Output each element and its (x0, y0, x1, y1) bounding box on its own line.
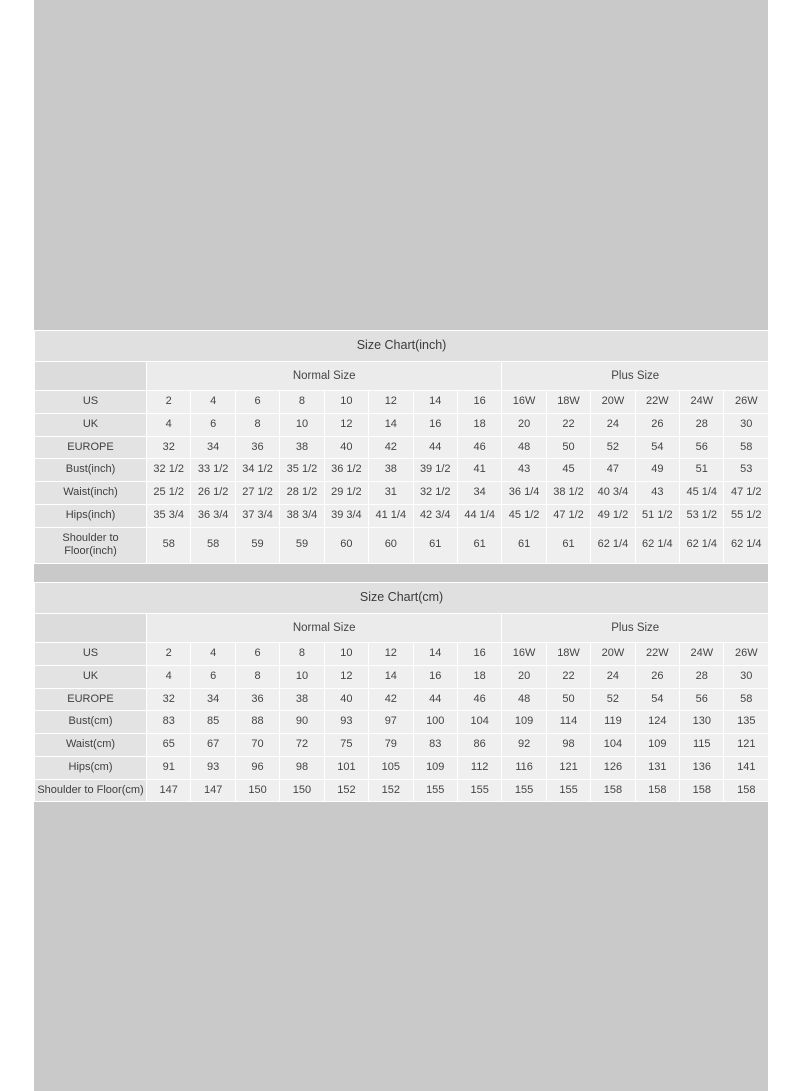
table-cell: 51 (680, 459, 724, 482)
table-cell: 152 (324, 779, 368, 802)
table-cell: 44 (413, 688, 457, 711)
table-cell: 38 1/2 (546, 482, 590, 505)
table-cell: 36 3/4 (191, 504, 235, 527)
table-cell: 47 (591, 459, 635, 482)
table-cell: 34 1/2 (235, 459, 279, 482)
table-cell: 18W (546, 391, 590, 414)
table-cell: 25 1/2 (147, 482, 191, 505)
table-cell: 16 (413, 665, 457, 688)
table-cell: 43 (635, 482, 679, 505)
table-cell: 8 (235, 413, 279, 436)
table-cell: 61 (413, 527, 457, 564)
table-cell: 60 (369, 527, 413, 564)
table-cell: 53 1/2 (680, 504, 724, 527)
table-row (35, 436, 769, 459)
table-cell: 70 (235, 734, 279, 757)
table-cell: 4 (147, 413, 191, 436)
table-cell: 36 1/4 (502, 482, 546, 505)
table-cell: 28 1/2 (280, 482, 324, 505)
table-cell: 39 3/4 (324, 504, 368, 527)
row-label: Shoulder to Floor(cm) (35, 779, 147, 802)
table-cell: 4 (191, 391, 235, 414)
table-cell: 58 (724, 436, 769, 459)
table-cell: 60 (324, 527, 368, 564)
group-header-cell: Normal Size (147, 361, 502, 390)
table-cell: 58 (147, 527, 191, 564)
table-cell: 135 (724, 711, 769, 734)
table-cell: 38 (369, 459, 413, 482)
table-cell: 56 (680, 436, 724, 459)
table-cell: 33 1/2 (191, 459, 235, 482)
table-cell: 41 (457, 459, 501, 482)
row-label: US (35, 643, 147, 666)
table-cell: 45 1/2 (502, 504, 546, 527)
table-cell: 50 (546, 688, 590, 711)
table-cell: 93 (324, 711, 368, 734)
table-cell: 38 3/4 (280, 504, 324, 527)
table-cell: 26 1/2 (191, 482, 235, 505)
table-cell: 8 (280, 643, 324, 666)
table-cell: 116 (502, 756, 546, 779)
table-cell: 24W (680, 643, 724, 666)
table-cell: 30 (724, 413, 769, 436)
table-cell: 38 (280, 436, 324, 459)
table-cell: 38 (280, 688, 324, 711)
table-cell: 46 (457, 436, 501, 459)
size-charts-container (34, 330, 768, 802)
table-cell: 14 (369, 665, 413, 688)
row-label: Hips(cm) (35, 756, 147, 779)
table-cell: 75 (324, 734, 368, 757)
table-cell: 47 1/2 (724, 482, 769, 505)
table-cell: 45 (546, 459, 590, 482)
table-cell: 58 (724, 688, 769, 711)
row-label: Hips(inch) (35, 504, 147, 527)
table-cell: 14 (413, 643, 457, 666)
table-cell: 20W (591, 643, 635, 666)
table-row (35, 688, 769, 711)
table-cell: 130 (680, 711, 724, 734)
table-cell: 97 (369, 711, 413, 734)
table-cell: 28 (680, 413, 724, 436)
table-cell: 6 (235, 391, 279, 414)
table-cell: 4 (147, 665, 191, 688)
table-cell: 155 (502, 779, 546, 802)
table-cell: 34 (191, 436, 235, 459)
table-cell: 98 (546, 734, 590, 757)
table-cell: 45 1/4 (680, 482, 724, 505)
table-cell: 20 (502, 665, 546, 688)
table-cell: 8 (280, 391, 324, 414)
table-cell: 121 (546, 756, 590, 779)
table-cell: 54 (635, 436, 679, 459)
row-label: Bust(cm) (35, 711, 147, 734)
table-cell: 100 (413, 711, 457, 734)
table-cell: 121 (724, 734, 769, 757)
table-cell: 59 (235, 527, 279, 564)
table-cell: 6 (191, 665, 235, 688)
size-chart-table (34, 582, 769, 802)
table-cell: 109 (413, 756, 457, 779)
table-cell: 41 1/4 (369, 504, 413, 527)
table-cell: 36 (235, 688, 279, 711)
table-row (35, 643, 769, 666)
table-cell: 31 (369, 482, 413, 505)
chart-group-row (35, 361, 769, 390)
table-cell: 18 (457, 413, 501, 436)
table-cell: 93 (191, 756, 235, 779)
table-cell: 8 (235, 665, 279, 688)
table-cell: 98 (280, 756, 324, 779)
table-cell: 158 (591, 779, 635, 802)
table-cell: 49 (635, 459, 679, 482)
table-cell: 18W (546, 643, 590, 666)
table-cell: 16W (502, 643, 546, 666)
chart-gap (34, 564, 768, 582)
table-cell: 27 1/2 (235, 482, 279, 505)
table-cell: 91 (147, 756, 191, 779)
table-cell: 12 (324, 413, 368, 436)
table-cell: 43 (502, 459, 546, 482)
table-cell: 49 1/2 (591, 504, 635, 527)
table-cell: 155 (413, 779, 457, 802)
table-cell: 16 (457, 643, 501, 666)
table-cell: 109 (635, 734, 679, 757)
table-cell: 115 (680, 734, 724, 757)
table-cell: 150 (280, 779, 324, 802)
table-cell: 62 1/4 (591, 527, 635, 564)
table-cell: 20 (502, 413, 546, 436)
row-label: Waist(inch) (35, 482, 147, 505)
table-cell: 26 (635, 413, 679, 436)
table-cell: 52 (591, 436, 635, 459)
table-cell: 32 1/2 (147, 459, 191, 482)
table-cell: 34 (457, 482, 501, 505)
table-cell: 39 1/2 (413, 459, 457, 482)
row-label: UK (35, 413, 147, 436)
table-cell: 52 (591, 688, 635, 711)
table-cell: 36 1/2 (324, 459, 368, 482)
table-cell: 53 (724, 459, 769, 482)
table-cell: 61 (546, 527, 590, 564)
table-cell: 158 (724, 779, 769, 802)
table-cell: 67 (191, 734, 235, 757)
table-cell: 79 (369, 734, 413, 757)
table-cell: 12 (324, 665, 368, 688)
row-label: UK (35, 665, 147, 688)
table-cell: 10 (280, 665, 324, 688)
table-cell: 112 (457, 756, 501, 779)
table-cell: 2 (147, 391, 191, 414)
table-cell: 88 (235, 711, 279, 734)
table-cell: 34 (191, 688, 235, 711)
table-cell: 42 (369, 688, 413, 711)
table-cell: 136 (680, 756, 724, 779)
table-cell: 158 (635, 779, 679, 802)
table-row (35, 756, 769, 779)
table-cell: 58 (191, 527, 235, 564)
table-cell: 32 (147, 688, 191, 711)
table-cell: 141 (724, 756, 769, 779)
table-cell: 155 (457, 779, 501, 802)
chart-title: Size Chart(cm) (35, 583, 769, 614)
table-row (35, 413, 769, 436)
table-cell: 56 (680, 688, 724, 711)
table-cell: 55 1/2 (724, 504, 769, 527)
table-cell: 61 (502, 527, 546, 564)
group-header-cell: Normal Size (147, 613, 502, 642)
table-cell: 22W (635, 391, 679, 414)
table-cell: 26W (724, 391, 769, 414)
table-cell: 158 (680, 779, 724, 802)
table-cell: 61 (457, 527, 501, 564)
table-cell: 10 (324, 391, 368, 414)
chart-title-row (35, 331, 769, 362)
table-cell: 147 (147, 779, 191, 802)
chart-title: Size Chart(inch) (35, 331, 769, 362)
table-cell: 2 (147, 643, 191, 666)
table-cell: 59 (280, 527, 324, 564)
table-cell: 6 (235, 643, 279, 666)
table-cell: 86 (457, 734, 501, 757)
table-cell: 62 1/4 (680, 527, 724, 564)
table-cell: 29 1/2 (324, 482, 368, 505)
table-cell: 42 (369, 436, 413, 459)
group-header-cell: Plus Size (502, 361, 769, 390)
table-cell: 62 1/4 (635, 527, 679, 564)
row-label: EUROPE (35, 688, 147, 711)
group-header-cell: Plus Size (502, 613, 769, 642)
row-label: Waist(cm) (35, 734, 147, 757)
table-cell: 22 (546, 413, 590, 436)
table-cell: 32 1/2 (413, 482, 457, 505)
table-row (35, 665, 769, 688)
row-label: US (35, 391, 147, 414)
table-row (35, 734, 769, 757)
table-cell: 10 (280, 413, 324, 436)
table-cell: 20W (591, 391, 635, 414)
table-cell: 147 (191, 779, 235, 802)
table-cell: 40 3/4 (591, 482, 635, 505)
table-cell: 44 1/4 (457, 504, 501, 527)
table-cell: 114 (546, 711, 590, 734)
group-corner-cell (35, 361, 147, 390)
table-cell: 155 (546, 779, 590, 802)
table-row (35, 504, 769, 527)
table-cell: 35 1/2 (280, 459, 324, 482)
table-cell: 83 (413, 734, 457, 757)
table-cell: 40 (324, 436, 368, 459)
table-cell: 22W (635, 643, 679, 666)
table-cell: 65 (147, 734, 191, 757)
row-label: Shoulder to Floor(inch) (35, 527, 147, 564)
table-cell: 85 (191, 711, 235, 734)
table-cell: 104 (591, 734, 635, 757)
row-label: Bust(inch) (35, 459, 147, 482)
table-cell: 40 (324, 688, 368, 711)
table-cell: 131 (635, 756, 679, 779)
table-cell: 96 (235, 756, 279, 779)
table-cell: 105 (369, 756, 413, 779)
group-corner-cell (35, 613, 147, 642)
table-cell: 62 1/4 (724, 527, 769, 564)
chart-title-row (35, 583, 769, 614)
table-cell: 37 3/4 (235, 504, 279, 527)
table-row (35, 527, 769, 564)
table-cell: 28 (680, 665, 724, 688)
table-cell: 26W (724, 643, 769, 666)
table-cell: 6 (191, 413, 235, 436)
table-row (35, 459, 769, 482)
table-cell: 12 (369, 643, 413, 666)
table-cell: 16 (413, 413, 457, 436)
table-cell: 16W (502, 391, 546, 414)
table-cell: 36 (235, 436, 279, 459)
table-cell: 104 (457, 711, 501, 734)
table-cell: 14 (413, 391, 457, 414)
table-cell: 124 (635, 711, 679, 734)
table-cell: 16 (457, 391, 501, 414)
table-cell: 150 (235, 779, 279, 802)
table-cell: 14 (369, 413, 413, 436)
table-cell: 51 1/2 (635, 504, 679, 527)
row-label: EUROPE (35, 436, 147, 459)
table-cell: 30 (724, 665, 769, 688)
table-cell: 126 (591, 756, 635, 779)
table-cell: 152 (369, 779, 413, 802)
table-cell: 18 (457, 665, 501, 688)
table-cell: 26 (635, 665, 679, 688)
chart-group-row (35, 613, 769, 642)
table-cell: 54 (635, 688, 679, 711)
table-cell: 83 (147, 711, 191, 734)
table-cell: 47 1/2 (546, 504, 590, 527)
table-cell: 44 (413, 436, 457, 459)
table-cell: 32 (147, 436, 191, 459)
size-chart-table (34, 330, 769, 564)
table-cell: 92 (502, 734, 546, 757)
table-cell: 24 (591, 665, 635, 688)
table-row (35, 482, 769, 505)
table-cell: 42 3/4 (413, 504, 457, 527)
table-cell: 119 (591, 711, 635, 734)
table-cell: 50 (546, 436, 590, 459)
table-cell: 46 (457, 688, 501, 711)
table-cell: 10 (324, 643, 368, 666)
table-cell: 24 (591, 413, 635, 436)
table-cell: 35 3/4 (147, 504, 191, 527)
table-row (35, 391, 769, 414)
table-cell: 22 (546, 665, 590, 688)
table-cell: 101 (324, 756, 368, 779)
table-cell: 109 (502, 711, 546, 734)
table-row (35, 779, 769, 802)
table-cell: 48 (502, 688, 546, 711)
table-cell: 24W (680, 391, 724, 414)
table-cell: 72 (280, 734, 324, 757)
table-row (35, 711, 769, 734)
table-cell: 12 (369, 391, 413, 414)
table-cell: 90 (280, 711, 324, 734)
table-cell: 4 (191, 643, 235, 666)
table-cell: 48 (502, 436, 546, 459)
